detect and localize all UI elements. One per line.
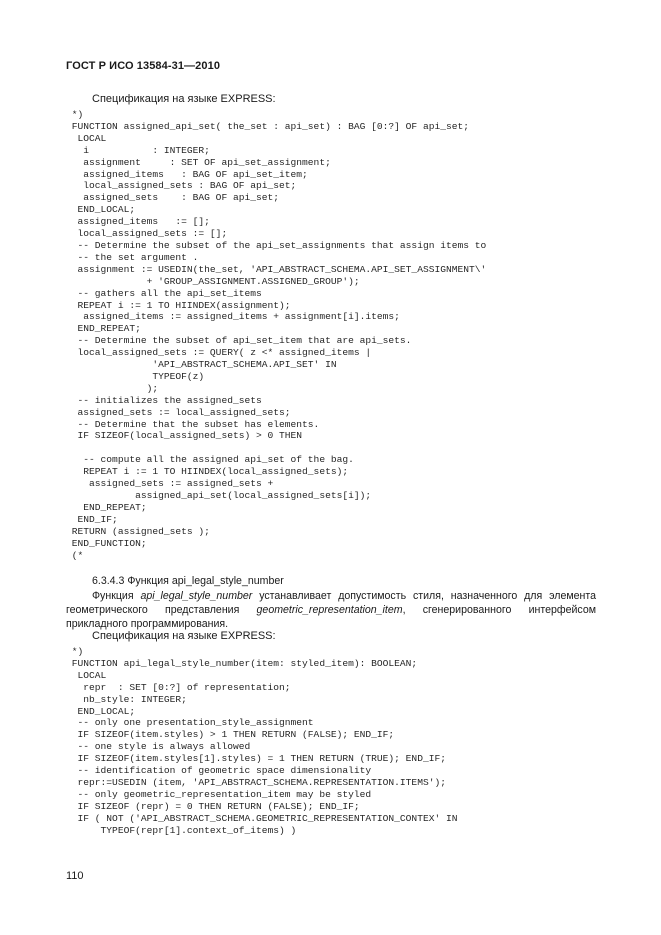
section-heading [92,575,284,587]
express-code-block-1: *) FUNCTION assigned_api_set( the_set : api_set) : BAG [0:?] OF api_set; LOCAL i : INTEGER; assignment : SET OF api_set_assignment; assigned_items : BAG OF api_set_item; local_assigned_sets : BAG OF api_set; assigned_sets : BAG OF api_set; END_LOCAL; assigned_items := []; local_assigned_sets := []; -- Determine the subset of the api_set_assignments that assign items to -- the set argument . assignment := USEDIN(the_set, 'API_ABSTRACT_SCHEMA.API_SET_ASSIGNMENT\' + 'GROUP_ASSIGNMENT.ASSIGNED_GROUP'); -- gathers all the api_set_items REPEAT i := 1 TO HIINDEX(assignment); assigned_items := assigned_items + assignment[i].items; END_REPEAT; -- Determine the subset of api_set_item that are api_sets. local_assigned_sets := QUERY( z <* assigned_items | 'API_ABSTRACT_SCHEMA.API_SET' IN TYPEOF(z) ); -- initializes the assigned_sets assigned_sets := local_assigned_sets; -- Determine that the subset has elements. IF SIZEOF(local_assigned_sets) > 0 THEN -- compute all the assigned api_set of the bag. REPEAT i := 1 TO HIINDEX(local_assigned_sets); assigned_sets := assigned_sets + assigned_api_set(local_assigned_sets[i]); END_REPEAT; END_IF; RETURN (assigned_sets ); END_FUNCTION; (* [71,109,487,561]
document-header: ГОСТ Р ИСО 13584-31—2010 [66,60,221,72]
function-description [66,589,596,632]
section-number: 6.3.4.3 [92,575,125,587]
page-number: 110 [66,870,84,882]
express-code-block-2: *) FUNCTION api_legal_style_number(item: styled_item): BOOLEAN; LOCAL repr : SET [0:?] of representation; nb_style: INTEGER; END_LOCAL; -- only one presentation_style_assignment IF SIZEOF(item.styles) > 1 THEN RETURN (FALSE); END_IF; -- one style is always allowed IF SIZEOF(item.styles[1].styles) = 1 THEN RETURN (TRUE); END_IF; -- identification of geometric space dimensionality repr:=USEDIN (item, 'API_ABSTRACT_SCHEMA.REPRESENTATION.ITEMS'); -- only geometric_representation_item may be styled IF SIZEOF (repr) = 0 THEN RETURN (FALSE); END_IF; IF ( NOT ('API_ABSTRACT_SCHEMA.GEOMETRIC_REPRESENTATION_CONTEX' IN TYPEOF(repr[1].context_of_items) ) [71,646,458,836]
entity-name: geometric_representation_item [256,604,403,617]
description-text: , сгенерированного интерфейсом прикладного программирования. [66,604,596,631]
spec-label-1: Спецификация на языке EXPRESS: [92,93,276,105]
spec-label-2: Спецификация на языке EXPRESS: [92,630,276,642]
description-text: Функция [92,590,141,602]
description-text: устанавливает допустимость стиля, назначенного для элемента геометрического представления [66,590,596,617]
function-name: api_legal_style_number [140,590,253,602]
section-title: Функция api_legal_style_number [127,575,284,587]
